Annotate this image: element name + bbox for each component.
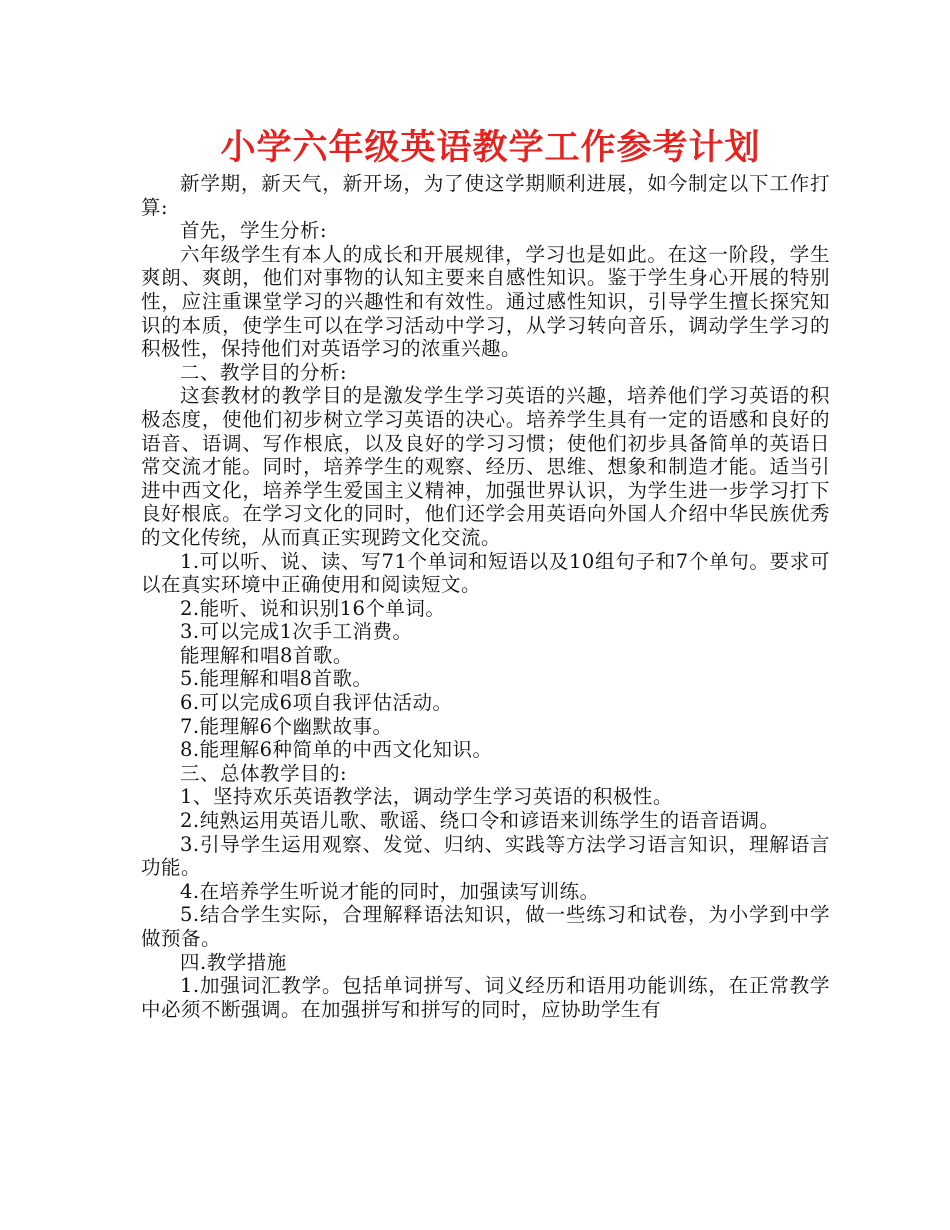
paragraph: 5.能理解和唱8首歌。 [180, 667, 373, 691]
paragraph: 这套教材的教学目的是激发学生学习英语的兴趣，培养他们学习英语的积极态度，使他们初步树立学习英语的决心。培养学生具有一定的语感和良好的语音、语调、写作根底，以及良好的学习习惯；使他们初步具备简单的英语日常交流才能。同时，培养学生的观察、经历、思维、想象和制造才能。适当引进中西文化，培养学生爱国主义精神，加强世界认识，为学生进一步学习打下良好根底。在学习文化的同时，他们还学会用英语向外国人介绍中华民族优秀的文化传统，从而真正实现跨文化交流。 [141, 384, 830, 549]
paragraph: 三、总体教学目的: [180, 761, 348, 785]
document-body [141, 172, 830, 1021]
paragraph: 4.在培养学生听说才能的同时，加强读写训练。 [180, 879, 600, 903]
document-title: 小学六年级英语教学工作参考计划 [220, 128, 761, 168]
paragraph: 7.能理解6个幽默故事。 [180, 714, 393, 738]
paragraph: 2.能听、说和识别16个单词。 [180, 596, 446, 620]
paragraph: 新学期，新天气，新开场，为了使这学期顺利进展，如今制定以下工作打算: [141, 172, 830, 219]
paragraph: 首先，学生分析: [180, 219, 328, 243]
paragraph: 六年级学生有本人的成长和开展规律，学习也是如此。在这一阶段，学生爽朗、爽朗，他们对事物的认知主要来自感性知识。鉴于学生身心开展的特别性，应注重课堂学习的兴趣性和有效性。通过感性知识，引导学生擅长探究知识的本质，使学生可以在学习活动中学习，从学习转向音乐，调动学生学习的积极性，保持他们对英语学习的浓重兴趣。 [141, 242, 830, 361]
paragraph: 8.能理解6种简单的中西文化知识。 [180, 738, 493, 762]
paragraph: 1、坚持欢乐英语教学法，调动学生学习英语的积极性。 [180, 785, 673, 809]
paragraph: 1.可以听、说、读、写71个单词和短语以及10组句子和7个单句。要求可以在真实环境中正确使用和阅读短文。 [141, 549, 830, 597]
paragraph: 2.纯熟运用英语儿歌、歌谣、绕口令和谚语来训练学生的语音语调。 [180, 809, 780, 833]
paragraph: 5.结合学生实际，合理解释语法知识，做一些练习和试卷，为小学到中学做预备。 [141, 903, 830, 950]
paragraph: 二、教学目的分析: [180, 360, 348, 384]
paragraph: 1.加强词汇教学。包括单词拼写、词义经历和语用功能训练，在正常教学中必须不断强调。在加强拼写和拼写的同时，应协助学生有 [141, 974, 830, 1021]
paragraph: 四.教学措施 [180, 950, 287, 974]
paragraph: 6.可以完成6项自我评估活动。 [180, 691, 453, 715]
paragraph: 能理解和唱8首歌。 [180, 643, 353, 667]
paragraph: 3.可以完成1次手工消费。 [180, 620, 413, 644]
paragraph: 3.引导学生运用观察、发觉、归纳、实践等方法学习语言知识，理解语言功能。 [141, 832, 830, 880]
